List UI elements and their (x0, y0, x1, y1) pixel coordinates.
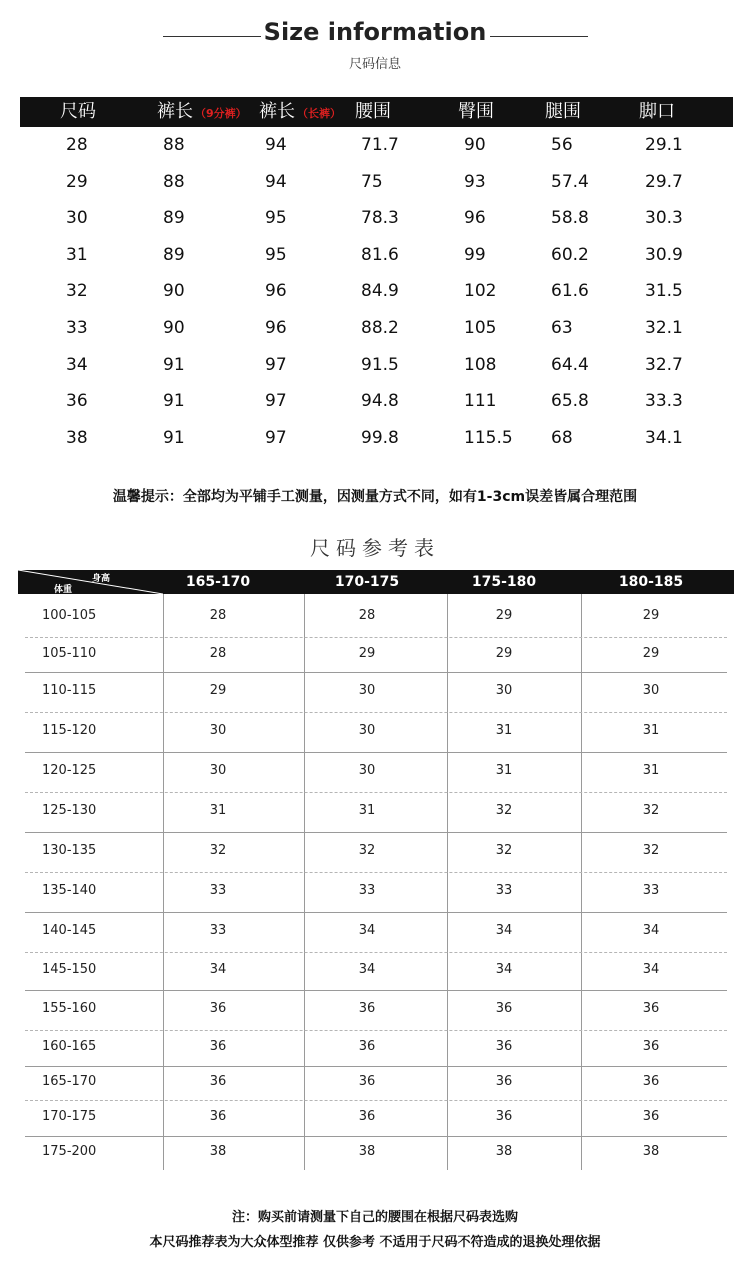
header-label: 腰围 (355, 101, 391, 122)
recommended-size-cell: 30 (209, 723, 227, 738)
size-table-cell: 105 (464, 318, 497, 338)
recommended-size-cell: 34 (495, 923, 513, 938)
size-table-header-cell (157, 97, 247, 127)
size-table-cell: 65.8 (551, 391, 589, 412)
size-table-cell: 102 (464, 281, 497, 302)
recommended-size-cell: 34 (209, 962, 227, 977)
recommended-size-cell: 36 (642, 1109, 660, 1124)
size-table-cell: 88 (163, 135, 185, 155)
recommended-size-cell: 33 (209, 923, 227, 938)
size-table-cell: 29.7 (645, 171, 683, 192)
recommended-size-cell: 31 (358, 803, 376, 818)
height-column-header: 180-185 (618, 574, 684, 590)
recommended-size-cell: 29 (495, 645, 513, 661)
recommended-size-cell: 38 (209, 1144, 227, 1159)
recommended-size-cell: 29 (209, 683, 227, 698)
recommended-size-cell: 28 (209, 645, 227, 661)
weight-range-label: 105-110 (42, 645, 97, 661)
recommended-size-cell: 36 (358, 1109, 376, 1124)
column-divider (304, 594, 305, 1170)
recommended-size-cell: 30 (358, 763, 376, 778)
size-table-cell: 97 (265, 391, 287, 412)
header-label: 臀围 (458, 101, 494, 122)
size-table-cell: 94 (265, 171, 287, 192)
size-table-cell: 84.9 (361, 281, 399, 302)
column-divider (581, 594, 582, 1170)
size-table-header-cell (458, 97, 494, 127)
recommended-size-cell: 36 (642, 1001, 660, 1016)
recommended-size-cell: 38 (642, 1144, 660, 1159)
size-table-header-cell (259, 97, 341, 127)
weight-range-label: 145-150 (42, 962, 97, 977)
measurement-note: 温馨提示：全部均为平铺手工测量，因测量方式不同，如有1-3cm误差皆属合理范围 (112, 489, 638, 505)
recommended-size-cell: 33 (642, 883, 660, 898)
size-table-cell: 97 (265, 427, 287, 448)
size-table-cell: 91 (163, 427, 185, 448)
weight-range-label: 125-130 (42, 803, 97, 818)
size-table-cell: 96 (265, 318, 287, 338)
size-table-cell: 63 (551, 318, 573, 338)
recommended-size-cell: 29 (495, 608, 513, 623)
size-table-cell: 90 (163, 281, 185, 302)
size-table-cell: 64.4 (551, 354, 589, 375)
footer-note-2: 本尺码推荐表为大众体型推荐 仅供参考 不适用于尺码不符造成的退换处理依据 (149, 1235, 601, 1250)
weight-range-label: 175-200 (42, 1144, 97, 1159)
recommended-size-cell: 32 (642, 803, 660, 818)
size-table-cell: 78.3 (361, 208, 399, 229)
size-table-cell: 90 (163, 318, 185, 338)
size-table-header-cell (355, 97, 391, 127)
recommended-size-cell: 36 (495, 1074, 513, 1089)
recommended-size-cell: 34 (642, 923, 660, 938)
header-note: （长裤） (297, 107, 341, 120)
column-divider (447, 594, 448, 1170)
row-divider (25, 1136, 727, 1137)
header-label: 腿围 (545, 101, 581, 122)
size-table-cell: 32 (66, 281, 88, 302)
row-divider (25, 792, 727, 793)
size-table-cell: 81.6 (361, 244, 399, 265)
size-table-cell: 32.7 (645, 354, 683, 375)
recommended-size-cell: 31 (495, 763, 513, 778)
recommended-size-cell: 36 (209, 1074, 227, 1089)
size-table-header-cell (60, 97, 96, 127)
size-table-cell: 34.1 (645, 427, 683, 448)
recommended-size-cell: 36 (209, 1001, 227, 1016)
title-divider-right (490, 36, 588, 37)
corner-weight-label: 体重 (54, 585, 73, 595)
recommended-size-cell: 34 (358, 962, 376, 977)
recommended-size-cell: 36 (358, 1001, 376, 1016)
size-table-cell: 99.8 (361, 427, 399, 448)
footer-note-1: 注：购买前请测量下自己的腰围在根据尺码表选购 (231, 1210, 518, 1225)
size-table-cell: 89 (163, 208, 185, 229)
recommended-size-cell: 32 (495, 803, 513, 818)
header-label: 裤长 (259, 101, 295, 122)
row-divider (25, 990, 727, 991)
recommended-size-cell: 32 (642, 843, 660, 858)
size-table-cell: 97 (265, 354, 287, 375)
size-table-cell: 33.3 (645, 391, 683, 412)
row-divider (25, 1066, 727, 1067)
corner-diagonal (18, 570, 163, 594)
recommended-size-cell: 36 (642, 1039, 660, 1054)
size-table-cell: 95 (265, 244, 287, 265)
row-divider (25, 1030, 727, 1031)
recommended-size-cell: 30 (495, 683, 513, 698)
size-table-cell: 91 (163, 391, 185, 412)
weight-range-label: 140-145 (42, 923, 97, 938)
row-divider (25, 672, 727, 673)
column-divider (163, 594, 164, 1170)
row-divider (25, 872, 727, 873)
height-column-header: 170-175 (334, 574, 400, 590)
weight-range-label: 100-105 (42, 608, 97, 623)
reference-table-header (18, 570, 734, 594)
recommended-size-cell: 29 (642, 608, 660, 623)
weight-range-label: 170-175 (42, 1109, 97, 1124)
row-divider (25, 752, 727, 753)
page-title: Size information (263, 18, 487, 46)
size-table-cell: 108 (464, 354, 497, 375)
size-table-cell: 93 (464, 171, 486, 192)
recommended-size-cell: 31 (495, 723, 513, 738)
size-table-cell: 99 (464, 244, 486, 265)
size-table-cell: 88 (163, 171, 185, 192)
size-table-cell: 32.1 (645, 318, 683, 338)
size-table-header-cell (639, 97, 675, 127)
height-column-header: 175-180 (471, 574, 537, 590)
size-table-cell: 96 (464, 208, 486, 229)
recommended-size-cell: 33 (209, 883, 227, 898)
size-table-cell: 56 (551, 135, 573, 155)
size-table-cell: 38 (66, 427, 88, 448)
header-label: 脚口 (639, 101, 675, 122)
weight-range-label: 110-115 (42, 683, 97, 698)
size-table-cell: 61.6 (551, 281, 589, 302)
size-table-cell: 95 (265, 208, 287, 229)
size-table-cell: 58.8 (551, 208, 589, 229)
size-table-cell: 71.7 (361, 135, 399, 155)
recommended-size-cell: 29 (642, 645, 660, 661)
row-divider (25, 952, 727, 953)
recommended-size-cell: 28 (358, 608, 376, 623)
recommended-size-cell: 31 (642, 763, 660, 778)
size-table-cell: 90 (464, 135, 486, 155)
weight-range-label: 155-160 (42, 1001, 97, 1016)
recommended-size-cell: 30 (209, 763, 227, 778)
recommended-size-cell: 32 (495, 843, 513, 858)
size-table-cell: 88.2 (361, 318, 399, 338)
size-table-cell: 91 (163, 354, 185, 375)
size-table-cell: 111 (464, 391, 497, 412)
recommended-size-cell: 33 (495, 883, 513, 898)
reference-table-title: 尺码参考表 (310, 536, 440, 560)
title-divider-left (163, 36, 261, 37)
recommended-size-cell: 36 (495, 1001, 513, 1016)
recommended-size-cell: 30 (642, 683, 660, 698)
recommended-size-cell: 36 (495, 1039, 513, 1054)
size-table-cell: 60.2 (551, 244, 589, 265)
row-divider (25, 637, 727, 638)
size-table-cell: 57.4 (551, 171, 589, 192)
recommended-size-cell: 31 (642, 723, 660, 738)
size-table-cell: 30 (66, 208, 88, 229)
size-table-cell: 33 (66, 318, 88, 338)
recommended-size-cell: 36 (358, 1039, 376, 1054)
row-divider (25, 712, 727, 713)
size-table-cell: 30.3 (645, 208, 683, 229)
row-divider (25, 912, 727, 913)
size-table-cell: 29 (66, 171, 88, 192)
recommended-size-cell: 38 (495, 1144, 513, 1159)
size-table-cell: 96 (265, 281, 287, 302)
size-table-cell: 94.8 (361, 391, 399, 412)
page-subtitle: 尺码信息 (348, 57, 401, 72)
recommended-size-cell: 34 (642, 962, 660, 977)
recommended-size-cell: 36 (209, 1039, 227, 1054)
recommended-size-cell: 34 (358, 923, 376, 938)
size-table-cell: 36 (66, 391, 88, 412)
weight-range-label: 120-125 (42, 763, 97, 778)
recommended-size-cell: 28 (209, 608, 227, 623)
weight-range-label: 115-120 (42, 723, 97, 738)
recommended-size-cell: 36 (209, 1109, 227, 1124)
size-table-cell: 28 (66, 135, 88, 155)
row-divider (25, 1100, 727, 1101)
size-table-cell: 30.9 (645, 244, 683, 265)
header-note: （9分裤） (195, 107, 247, 120)
recommended-size-cell: 36 (495, 1109, 513, 1124)
size-table-header (20, 97, 733, 127)
weight-range-label: 130-135 (42, 843, 97, 858)
size-table-cell: 91.5 (361, 354, 399, 375)
header-label: 裤长 (157, 101, 193, 122)
recommended-size-cell: 32 (209, 843, 227, 858)
size-table-cell: 31.5 (645, 281, 683, 302)
corner-height-label: 身高 (92, 574, 111, 584)
recommended-size-cell: 34 (495, 962, 513, 977)
weight-range-label: 160-165 (42, 1039, 97, 1054)
recommended-size-cell: 31 (209, 803, 227, 818)
size-table-cell: 29.1 (645, 135, 683, 155)
recommended-size-cell: 29 (358, 645, 376, 661)
size-table-cell: 115.5 (464, 427, 513, 448)
weight-range-label: 135-140 (42, 883, 97, 898)
recommended-size-cell: 33 (358, 883, 376, 898)
recommended-size-cell: 38 (358, 1144, 376, 1159)
recommended-size-cell: 36 (358, 1074, 376, 1089)
recommended-size-cell: 30 (358, 723, 376, 738)
size-table-cell: 34 (66, 354, 88, 375)
size-table-cell: 94 (265, 135, 287, 155)
recommended-size-cell: 30 (358, 683, 376, 698)
size-table-cell: 68 (551, 427, 573, 448)
size-table-header-cell (545, 97, 581, 127)
recommended-size-cell: 36 (642, 1074, 660, 1089)
size-table-cell: 89 (163, 244, 185, 265)
recommended-size-cell: 32 (358, 843, 376, 858)
height-column-header: 165-170 (185, 574, 251, 590)
header-label: 尺码 (60, 101, 96, 122)
size-table-cell: 75 (361, 171, 383, 192)
size-table-cell: 31 (66, 244, 88, 265)
row-divider (25, 832, 727, 833)
weight-range-label: 165-170 (42, 1074, 97, 1089)
